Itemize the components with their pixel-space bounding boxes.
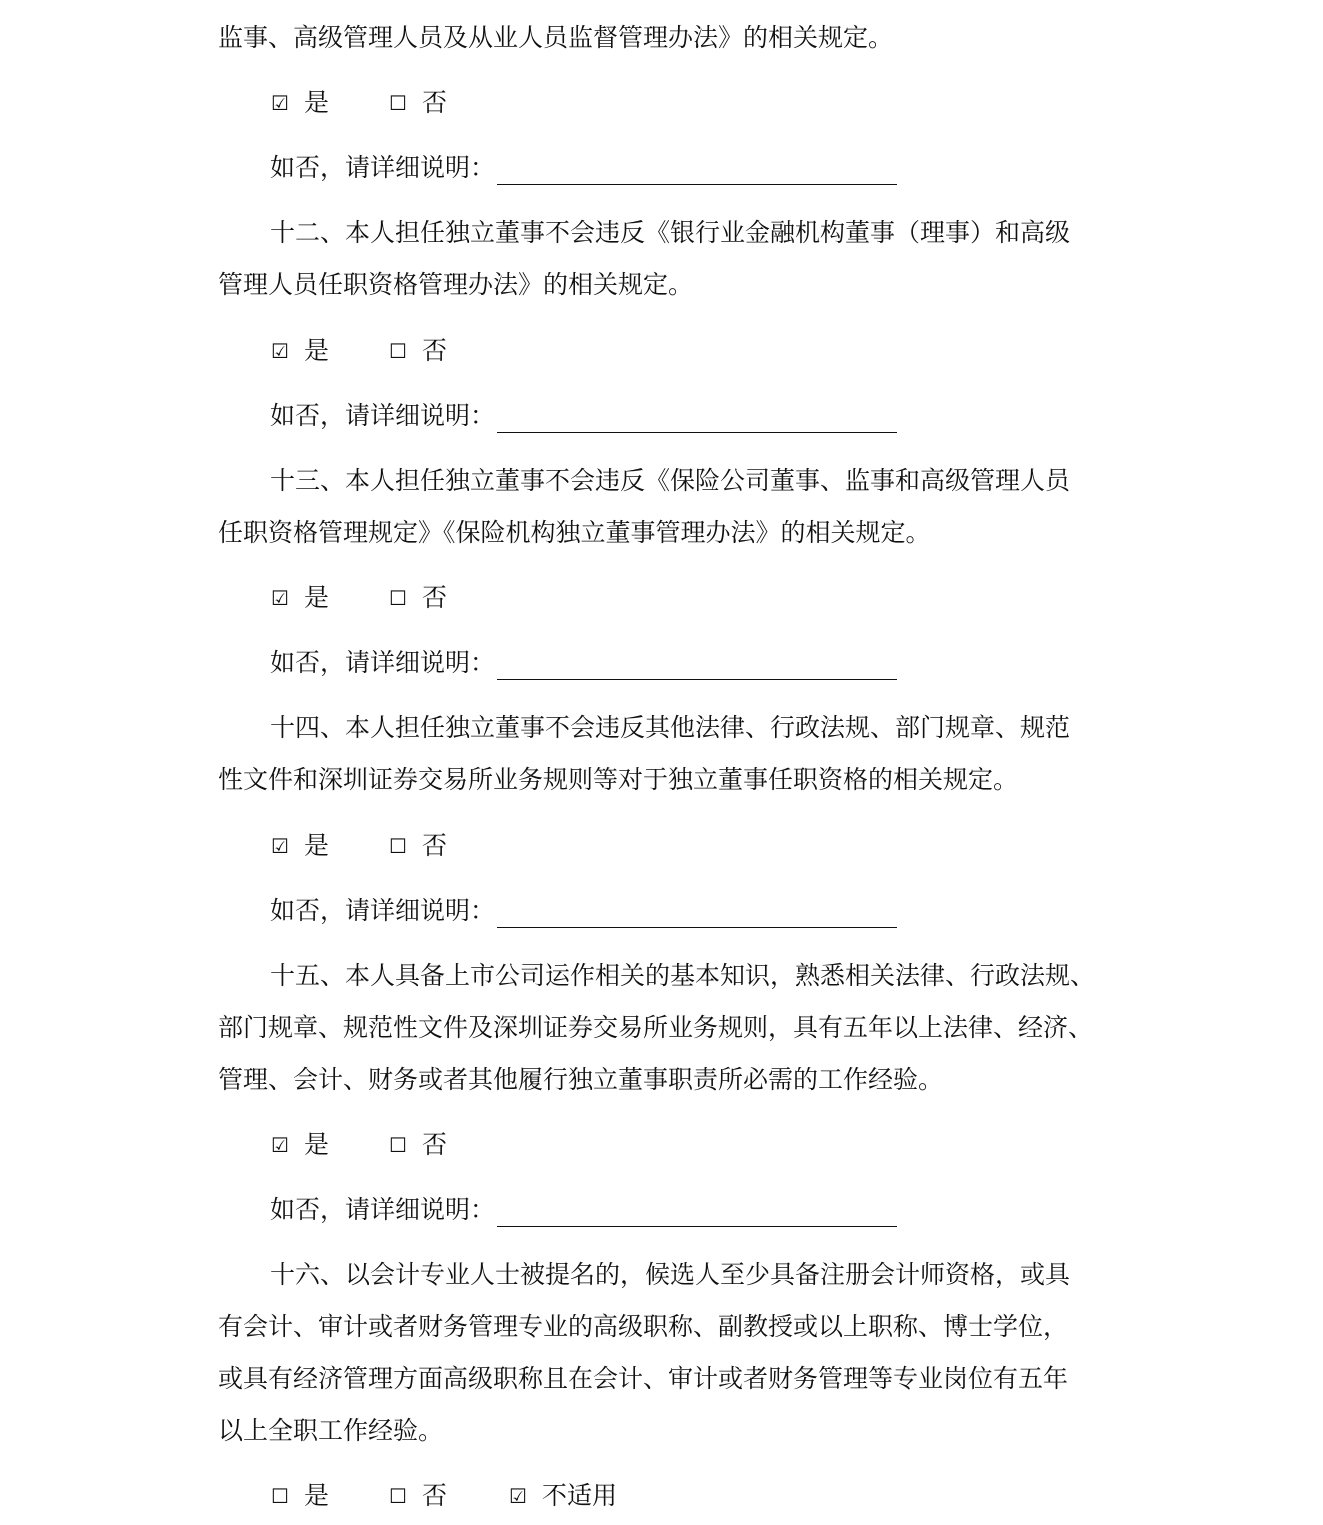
explain-blank-field[interactable] [497, 406, 897, 433]
option-no-label: 否 [422, 336, 448, 365]
option-yes-label: 是 [304, 1130, 330, 1159]
item-12-options [270, 334, 690, 368]
option-no-label: 否 [422, 1130, 448, 1159]
item-11-option-yes[interactable] [270, 86, 329, 120]
checkbox-checked-icon[interactable]: ☑ [271, 586, 289, 610]
checkbox-unchecked-icon[interactable]: ☐ [271, 1484, 289, 1508]
item-16-option-yes[interactable] [270, 1479, 329, 1513]
item-13-line2: 任职资格管理规定》《保险机构独立董事管理办法》的相关规定。 [218, 518, 931, 547]
option-na-label: 不适用 [542, 1481, 618, 1510]
checkbox-unchecked-icon[interactable]: ☐ [389, 834, 407, 858]
item-13-option-no[interactable] [388, 581, 447, 615]
item-15-option-no[interactable] [388, 1128, 447, 1162]
option-yes-label: 是 [304, 1481, 330, 1510]
checkbox-unchecked-icon[interactable]: ☐ [389, 91, 407, 115]
item-14-line1: 十四、本人担任独立董事不会违反其他法律、行政法规、部门规章、规范 [270, 713, 1071, 742]
item-15-line2: 部门规章、规范性文件及深圳证券交易所业务规则，具有五年以上法律、经济、 [218, 1013, 1094, 1042]
item-13-line1: 十三、本人担任独立董事不会违反《保险公司董事、监事和高级管理人员 [270, 466, 1071, 495]
item-12-explain [270, 399, 897, 433]
explain-blank-field[interactable] [497, 901, 897, 928]
item-12-line2: 管理人员任职资格管理办法》的相关规定。 [218, 270, 694, 299]
item-15-options [270, 1128, 690, 1162]
item-11-options [270, 86, 690, 120]
option-yes-label: 是 [304, 88, 330, 117]
option-no-label: 否 [422, 831, 448, 860]
explain-label: 如否，请详细说明： [270, 896, 496, 925]
item-15-explain [270, 1193, 897, 1227]
item-12-option-no[interactable] [388, 334, 447, 368]
option-yes-label: 是 [304, 831, 330, 860]
option-yes-label: 是 [304, 583, 330, 612]
checkbox-checked-icon[interactable]: ☑ [271, 1133, 289, 1157]
explain-blank-field[interactable] [497, 653, 897, 680]
item-11-explain [270, 151, 897, 185]
explain-label: 如否，请详细说明： [270, 648, 496, 677]
item-15-line3: 管理、会计、财务或者其他履行独立董事职责所必需的工作经验。 [218, 1065, 944, 1094]
option-yes-label: 是 [304, 336, 330, 365]
item-13-explain [270, 646, 897, 680]
item-16-option-no[interactable] [388, 1479, 447, 1513]
item-16-line4: 以上全职工作经验。 [218, 1416, 444, 1445]
item-14-option-yes[interactable] [270, 829, 329, 863]
explain-label: 如否，请详细说明： [270, 153, 496, 182]
item-12-line1: 十二、本人担任独立董事不会违反《银行业金融机构董事（理事）和高级 [270, 218, 1071, 247]
item-11-option-no[interactable] [388, 86, 447, 120]
checkbox-checked-icon[interactable]: ☑ [271, 91, 289, 115]
item-13-option-yes[interactable] [270, 581, 329, 615]
explain-blank-field[interactable] [497, 158, 897, 185]
item-13-options [270, 581, 690, 615]
item-15-line1: 十五、本人具备上市公司运作相关的基本知识，熟悉相关法律、行政法规、 [270, 961, 1096, 990]
item-16-line2: 有会计、审计或者财务管理专业的高级职称、副教授或以上职称、博士学位， [218, 1312, 1069, 1341]
checkbox-unchecked-icon[interactable]: ☐ [389, 1484, 407, 1508]
item-12-option-yes[interactable] [270, 334, 329, 368]
option-no-label: 否 [422, 583, 448, 612]
checkbox-checked-icon[interactable]: ☑ [271, 339, 289, 363]
checkbox-unchecked-icon[interactable]: ☐ [389, 339, 407, 363]
explain-blank-field[interactable] [497, 1200, 897, 1227]
explain-label: 如否，请详细说明： [270, 1195, 496, 1224]
explain-label: 如否，请详细说明： [270, 401, 496, 430]
item-16-option-na[interactable] [508, 1479, 617, 1513]
checkbox-unchecked-icon[interactable]: ☐ [389, 1133, 407, 1157]
checkbox-unchecked-icon[interactable]: ☐ [389, 586, 407, 610]
item-14-options [270, 829, 690, 863]
checkbox-checked-icon[interactable]: ☑ [509, 1484, 527, 1508]
item-16-options [270, 1479, 690, 1513]
item-15-option-yes[interactable] [270, 1128, 329, 1162]
item-16-line3: 或具有经济管理方面高级职称且在会计、审计或者财务管理等专业岗位有五年 [218, 1364, 1069, 1393]
item-14-option-no[interactable] [388, 829, 447, 863]
option-no-label: 否 [422, 1481, 448, 1510]
item-11-text-tail: 监事、高级管理人员及从业人员监督管理办法》的相关规定。 [218, 23, 894, 52]
item-16-line1: 十六、以会计专业人士被提名的，候选人至少具备注册会计师资格，或具 [270, 1260, 1071, 1289]
item-14-line2: 性文件和深圳证券交易所业务规则等对于独立董事任职资格的相关规定。 [218, 765, 1019, 794]
option-no-label: 否 [422, 88, 448, 117]
checkbox-checked-icon[interactable]: ☑ [271, 834, 289, 858]
item-14-explain [270, 894, 897, 928]
